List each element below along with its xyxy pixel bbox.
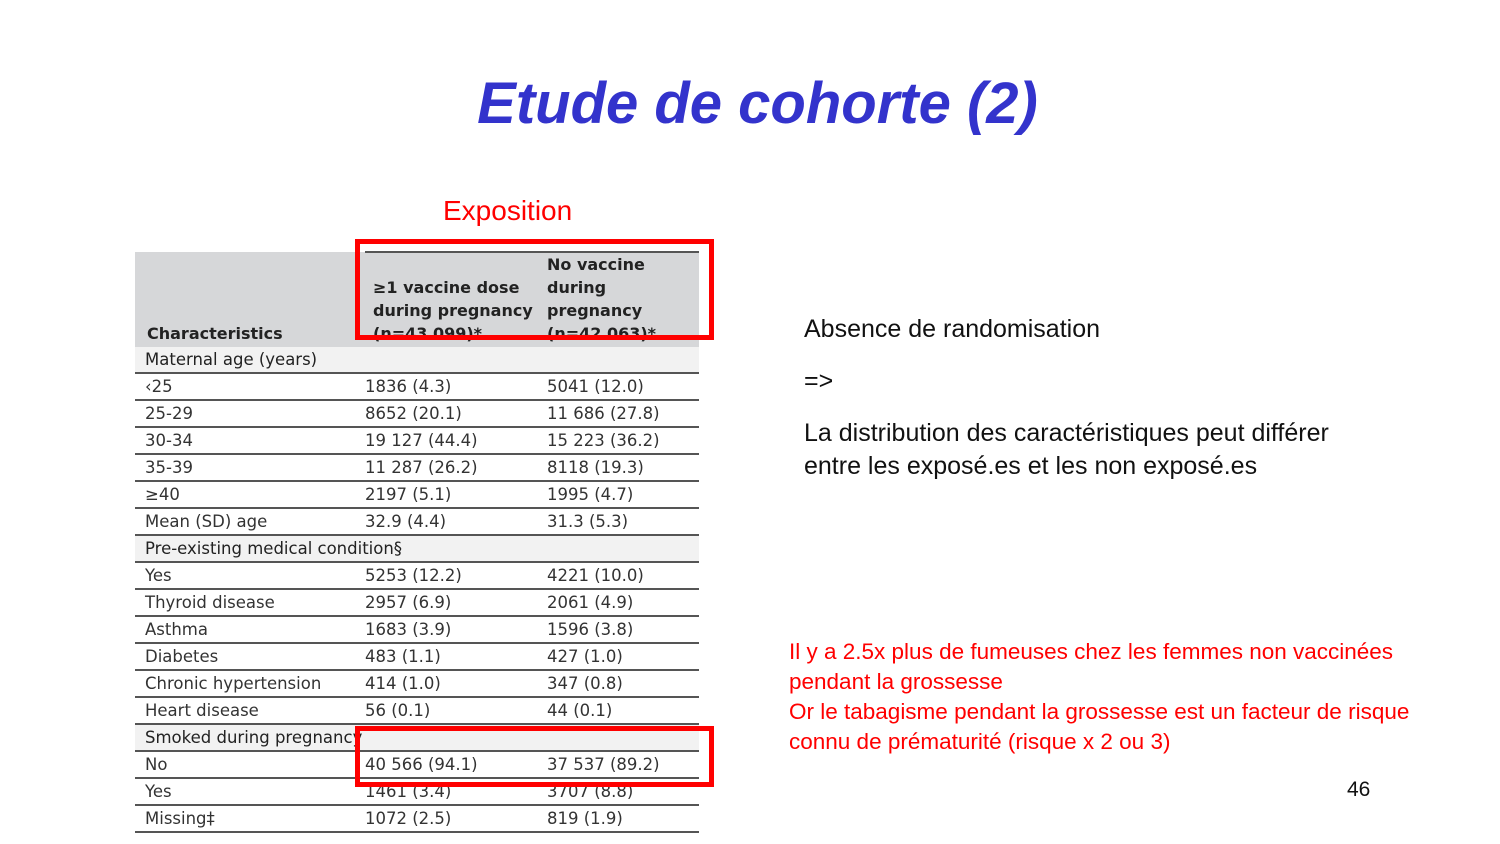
table-row [135, 670, 699, 697]
row-label: 35-39 [135, 454, 365, 481]
header-vaccinated-line3: (n=43 099)* [373, 324, 483, 343]
smoking-annotation-line1: Il y a 2.5x plus de fumeuses chez les femmes non vaccinées pendant la grossesse [789, 639, 1394, 694]
unvaccinated-value: 2061 (4.9) [533, 589, 699, 616]
arrow-text: => [804, 367, 834, 395]
vaccinated-value: 1836 (4.3) [365, 373, 533, 400]
vaccinated-value: 2197 (5.1) [365, 481, 533, 508]
unvaccinated-value: 44 (0.1) [533, 697, 699, 724]
table-row [135, 589, 699, 616]
exposition-label: Exposition [443, 195, 573, 226]
vaccinated-value: 11 287 (26.2) [365, 454, 533, 481]
header-vaccinated-line2: during pregnancy [373, 301, 533, 320]
row-label: Heart disease [135, 697, 365, 724]
smoking-annotation-line2: Or le tabagisme pendant la grossesse est un facteur de risque connu de prématurité (risque x 2 ou 3) [789, 699, 1410, 754]
unvaccinated-value: 31.3 (5.3) [533, 508, 699, 535]
vaccinated-value: 1683 (3.9) [365, 616, 533, 643]
table-row [135, 562, 699, 589]
header-vaccinated-line1: ≥1 vaccine dose [373, 278, 520, 297]
row-label: Missing‡ [135, 805, 365, 832]
unvaccinated-value: 5041 (12.0) [533, 373, 699, 400]
distribution-text: La distribution des caractéristiques peut différer entre les exposé.es et les non exposé.es [804, 419, 1329, 480]
vaccinated-value: 5253 (12.2) [365, 562, 533, 589]
unvaccinated-value: 3707 (8.8) [533, 778, 699, 805]
row-label: 25-29 [135, 400, 365, 427]
vaccinated-value: 1072 (2.5) [365, 805, 533, 832]
vaccinated-value: 2957 (6.9) [365, 589, 533, 616]
unvaccinated-value: 11 686 (27.8) [533, 400, 699, 427]
header-unvaccinated-line2: during pregnancy [547, 278, 643, 320]
exposure-highlight-box [355, 239, 714, 340]
table-row [135, 616, 699, 643]
section-title: Pre-existing medical condition§ [135, 535, 699, 562]
table-row [135, 805, 699, 832]
unvaccinated-value: 1596 (3.8) [533, 616, 699, 643]
header-unvaccinated-line3: (n=42 063)* [547, 324, 657, 343]
section-title: Maternal age (years) [135, 347, 699, 373]
table-row [135, 454, 699, 481]
table-row [135, 481, 699, 508]
section-row-maternal-age [135, 347, 699, 373]
vaccinated-value: 32.9 (4.4) [365, 508, 533, 535]
vaccinated-value: 1461 (3.4) [365, 778, 533, 805]
header-unvaccinated-line1: No vaccine [547, 255, 645, 274]
row-label: 30-34 [135, 427, 365, 454]
vaccinated-value: 56 (0.1) [365, 697, 533, 724]
table-row [135, 508, 699, 535]
slide-title: Etude de cohorte (2) [477, 71, 1038, 136]
no-randomisation-text: Absence de randomisation [804, 315, 1101, 343]
row-label: Yes [135, 778, 365, 805]
vaccinated-value: 40 566 (94.1) [365, 751, 533, 778]
section-title: Smoked during pregnancy [135, 724, 699, 751]
vaccinated-value: 8652 (20.1) [365, 400, 533, 427]
row-label: Thyroid disease [135, 589, 365, 616]
unvaccinated-value: 8118 (19.3) [533, 454, 699, 481]
right-panel [804, 313, 1344, 502]
vaccinated-value: 414 (1.0) [365, 670, 533, 697]
section-row-medical-condition [135, 535, 699, 562]
table-row [135, 373, 699, 400]
unvaccinated-value: 4221 (10.0) [533, 562, 699, 589]
vaccinated-value: 483 (1.1) [365, 643, 533, 670]
unvaccinated-value: 819 (1.9) [533, 805, 699, 832]
unvaccinated-value: 347 (0.8) [533, 670, 699, 697]
row-label: ‹25 [135, 373, 365, 400]
vaccinated-value: 19 127 (44.4) [365, 427, 533, 454]
table-row [135, 697, 699, 724]
table-row [135, 427, 699, 454]
row-label: Chronic hypertension [135, 670, 365, 697]
unvaccinated-value: 15 223 (36.2) [533, 427, 699, 454]
unvaccinated-value: 37 537 (89.2) [533, 751, 699, 778]
page-number: 46 [1347, 778, 1371, 801]
smoking-highlight-box [355, 726, 714, 787]
row-label: No [135, 751, 365, 778]
unvaccinated-value: 427 (1.0) [533, 643, 699, 670]
row-label: ≥40 [135, 481, 365, 508]
row-label: Mean (SD) age [135, 508, 365, 535]
row-label: Yes [135, 562, 365, 589]
table-row [135, 643, 699, 670]
table-row [135, 400, 699, 427]
header-characteristics: Characteristics [135, 252, 365, 347]
unvaccinated-value: 1995 (4.7) [533, 481, 699, 508]
row-label: Diabetes [135, 643, 365, 670]
smoking-annotation [789, 637, 1429, 757]
row-label: Asthma [135, 616, 365, 643]
